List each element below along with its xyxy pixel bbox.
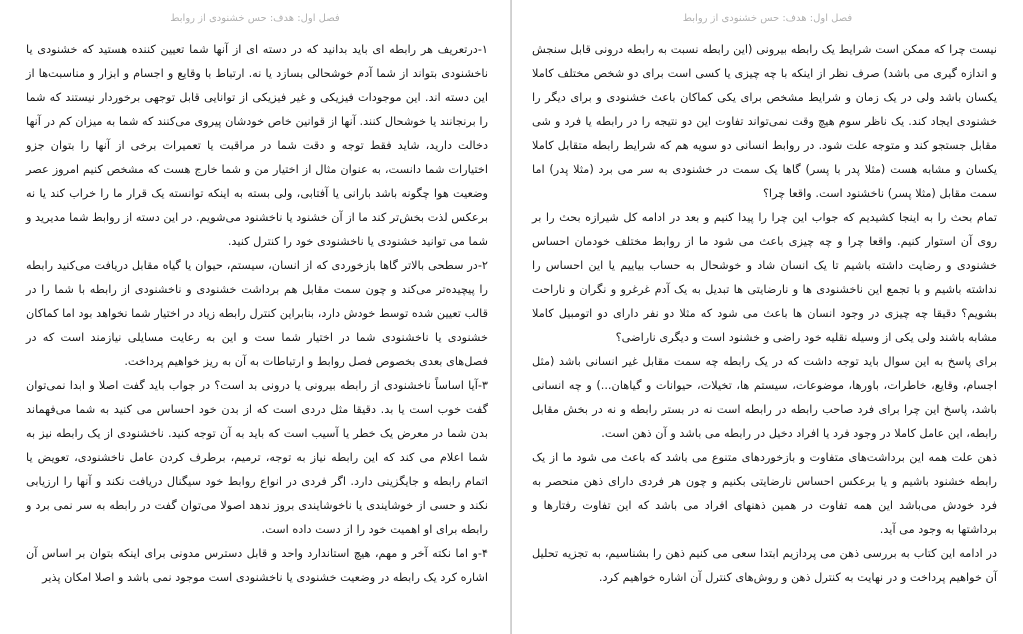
right-paragraph-5: در ادامه این کتاب به بررسی ذهن می پردازیم ابتدا سعی می کنیم ذهن را بشناسیم، به تجزیه تحلیل آن خواهیم پرداخت و در نهایت به کنترل ذهن و روش‌های کنترل آن اشاره خواهیم کرد. xyxy=(532,547,997,584)
right-paragraph-3: برای پاسخ به این سوال باید توجه داشت که در یک رابطه چه سمت مقابل غیر انسانی باشد (مثل اجسام، وقایع، خاطرات، باورها، موضوعات، سیستم ها، تخیلات، حیوانات و گیاهان...) و چه انسانی باشد، پاسخ این چرا برای فرد صاحب رابطه در رابطه است نه در بستر رابطه و نه در بخش مقابل رابطه، این عامل کاملا در وجود فرد یا افراد دخیل در رابطه می باشد و آن ذهن است. xyxy=(532,355,997,440)
right-page-header: فصل اول: هدف: حس خشنودی از روابط xyxy=(682,13,853,24)
left-paragraph-4: ۴-و اما نکته آخر و مهم، هیچ استاندارد واحد و قابل دسترس مدونی برای اینکه بتوان بر اساس آن اشاره کرد یک رابطه در وضعیت خشنودی یا ناخشنودی است موجود نمی باشد و اصلا امکان پذیر xyxy=(26,547,488,584)
right-paragraph-1: نیست چرا که ممکن است شرایط یک رابطه بیرونی (این رابطه نسبت به رابطه درونی قابل سنجش و اندازه گیری می باشد) صرف نظر از اینکه با چه چیزی یا کسی است برای دو شخص مختلف کاملا یکسان باشد ولی در یک زمان و شرایط مشخص برای یکی کماکان باعث خشنودی و برای دیگر را خشنودی ایجاد کند. یک ناظر سوم هیچ وقت نمی‌تواند تفاوت این دو نتیجه را در رابطه یا فرد و شی مقابل جستجو کند و متوجه علت شود. در روابط انسانی دو سویه هم که شرایط رابطه متقابل کاملا یکسان و مشابه هست (مثلا پدر با پسر) گاها یک سمت در خشنودی به سر می برد (مثلا پدر) اما سمت مقابل (مثلا پسر) ناخشنود است. واقعا چرا؟ xyxy=(532,43,997,200)
right-paragraph-4: ذهن علت همه این برداشت‌های متفاوت و بازخوردهای متنوع می باشد که باعث می شود ما از یک رابطه خشنود باشیم و یا برعکس احساس نارضایتی بکنیم و چون هر فردی دارای ذهن منحصر به فرد خودش می‌باشد این همه تفاوت در همین ذهنهای افراد می باشد که این تفاوت رفتارها و برداشتها به وجود می آید. xyxy=(532,451,997,536)
left-page-body xyxy=(26,38,488,590)
left-paragraph-2: ۲-در سطحی بالاتر گاها بازخوردی که از انسان، سیستم، حیوان یا گیاه مقابل دریافت می‌کنید رابطه را پیچیده‌تر می‌کند و چون سمت مقابل هم برداشت خشنودی و ناخشنودی از رابطه با شما را در قالب تعیین شده توسط خودش دارد، بنابراین کنترل رابطه زیاد در اختیار شما نخواهد بود اما کماکان خشنودی یا ناخشنودی شما در اختیار شما ست و این به رعایت مسایلی نیازمند است که در فصل‌های بعدی بخصوص فصل روابط و ارتباطات به آن به ریز خواهیم پرداخت. xyxy=(26,259,488,368)
left-page xyxy=(0,0,511,634)
left-paragraph-1: ۱-درتعریف هر رابطه ای باید بدانید که در دسته ای از آنها شما تعیین کننده هستید که خشنودی یا ناخشنودی بتواند از شما آدم خوشحالی بسازد یا نه. ارتباط با وقایع و اجسام و ابزار و مناسبت‌ها از این دسته اند. این موجودات فیزیکی و غیر فیزیکی از توانایی قابل توجهی برخوردار نیستند که شما را برنجانند یا خوشحال کنند. آنها از قوانین خاص خودشان پیروی می‌کنند که شما به میزان کم در آنها دخالت دارید، شاید فقط توجه و دقت شما در مراقبت یا تعمیرات برخی از آنها را بتوان جزو اختیارات شما دانست، به عنوان مثال از اختیار من و شما خارج هست که مشخص کنیم امروز عصر وضعیت هوا چگونه باشد بارانی یا آفتابی، ولی بسته به اینکه توانسته یک قرار ما را خراب کند یا نه برعکس لذت بخش‌تر کند ما از آن خشنود یا ناخشنود می‌شویم. در این دسته از روابط شما مدیرید و شما می توانید خشنودی یا ناخشنودی خود را کنترل کنید. xyxy=(26,43,488,248)
left-paragraph-3: ۳-آیا اساساً ناخشنودی از رابطه بیرونی یا درونی بد است؟ در جواب باید گفت اصلا و ابدا نمی‌توان گفت خوب است یا بد. دقیقا مثل دردی است که از بدن خود احساس می کنید به شما می‌فهماند بدن شما در معرض یک خطر یا آسیب است که باید به آن توجه کنید. ناخشنودی از یک رابطه نیز به شما اعلام می کند که این رابطه نیاز به توجه، ترمیم، برطرف کردن عامل ناخشنودی، تعویض یا اتمام رابطه و جایگزینی دارد. اگر فردی در انواع روابط خود سیگنال دریافت نکند و آنها را ارزیابی نکند و حسی از خوشایندی یا ناخوشایندی بروز ندهد اصولا می‌توان گفت در رابطه به سر نمی برد و رابطه برای او اهمیت خود را از دست داده است. xyxy=(26,379,488,536)
left-page-header: فصل اول: هدف: حس خشنودی از روابط xyxy=(170,13,340,24)
right-page-body xyxy=(532,38,997,590)
right-paragraph-2: تمام بحث را به اینجا کشیدیم که جواب این چرا را پیدا کنیم و بعد در ادامه کل شیرازه بحث را بر روی آن استوار کنیم. واقعا چرا و چه چیزی باعث می شود ما از روابط مختلف خودمان احساس خشنودی و رضایت داشته باشیم تا یک انسان شاد و خوشحال به حساب بیاییم یا این احساس را نداشته باشیم و با تجمع این ناخشنودی ها و نارضایتی ها تبدیل به یک آدم غرغرو و نگران و ناراحت بشویم؟ دقیقا چه چیزی در وجود انسان ها باعث می شود که مثلا دو نفر دارای دو اتومبیل کاملا مشابه باشند ولی یکی از وسیله نقلیه خود راضی و خشنود است و دیگری ناراضی؟ xyxy=(532,211,997,344)
right-page xyxy=(512,0,1023,634)
